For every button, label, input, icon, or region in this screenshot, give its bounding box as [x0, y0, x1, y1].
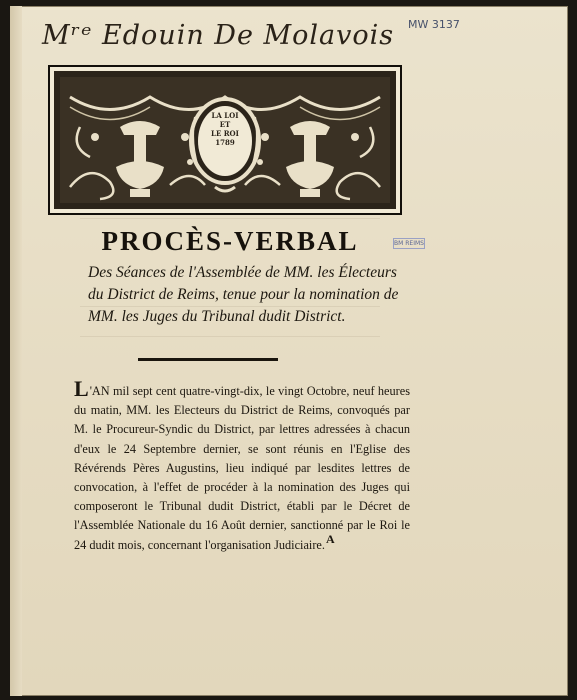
medallion-inscription	[200, 111, 250, 147]
document-subtitle: Des Séances de l'Assemblée de MM. les Électeurs du District de Reims, tenue pour la nomination de MM. les Juges du Tribunal dudit District.	[88, 264, 399, 325]
section-divider-rule	[138, 358, 278, 361]
shelfmark-pencil-note: MW 3137	[408, 18, 460, 31]
bleed-through-line	[80, 218, 380, 219]
printer-signature-mark: A	[326, 532, 335, 546]
bleed-through-line	[80, 336, 380, 337]
medallion-line: LE ROI	[211, 129, 239, 138]
drop-cap: L	[74, 376, 89, 401]
document-title: PROCÈS-VERBAL	[101, 226, 359, 256]
medallion-line: 1789	[215, 138, 235, 147]
library-stamp: BM REIMS	[394, 240, 424, 247]
medallion-line: LA LOI	[211, 111, 239, 120]
page-fold-shadow	[10, 6, 22, 696]
document-page	[10, 6, 568, 696]
engraved-header-banner	[48, 65, 402, 215]
medallion-line: ET	[219, 120, 231, 129]
body-paragraph-text: 'AN mil sept cent quatre-vingt-dix, le vingt Octobre, neuf heures du matin, MM. les Electeurs du District de Reims, convoqués par M. le Procureur-Syndic du District, par lettres adressées à chacun d'eux le 24 Septembre dernier, se sont réunis en l'Eglise des Révérends Pères Augustins, lieu indiqué par lesdites lettres de convocation, à l'effet de procéder à la nomination des Juges qui composeront le Tribunal dudit District, établi par le Décret de l'Assemblée Nationale du 16 Août dernier, sanctionné par le Roi le 24 dudit mois, concernant l'organisation Judiciaire.	[74, 384, 410, 552]
handwritten-owner-inscription: Mʳᵉ Edouin De Molavois	[42, 20, 395, 51]
body-paragraph	[74, 376, 410, 555]
